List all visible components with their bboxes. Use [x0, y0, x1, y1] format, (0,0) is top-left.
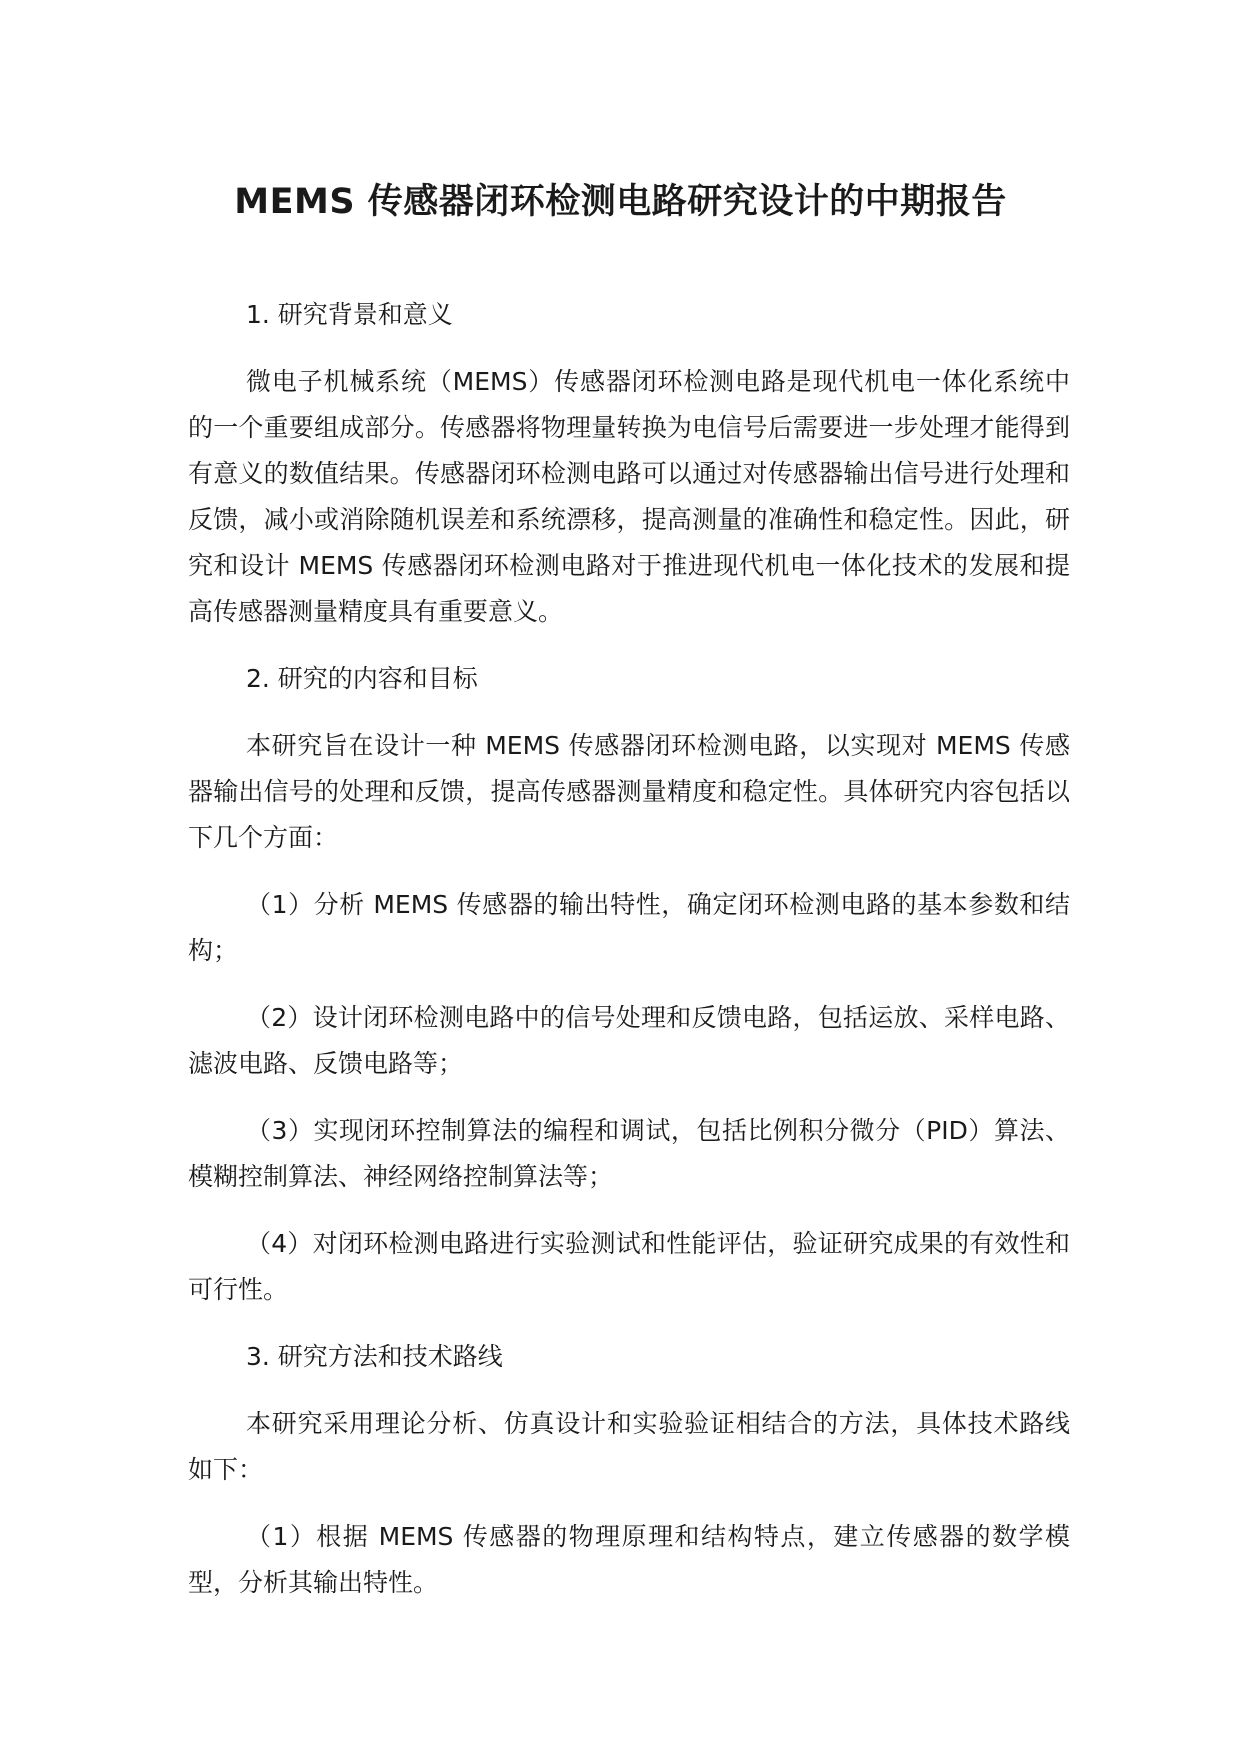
section-2-item-1: （1）分析 MEMS 传感器的输出特性，确定闭环检测电路的基本参数和结构； — [188, 890, 1070, 965]
document-title: MEMS 传感器闭环检测电路研究设计的中期报告 — [234, 182, 1007, 222]
section-2-item-3: （3）实现闭环控制算法的编程和调试，包括比例积分微分（PID）算法、模糊控制算法、神经网络控制算法等； — [188, 1116, 1070, 1191]
section-1-heading: 1. 研究背景和意义 — [246, 300, 453, 329]
section-3-heading: 3. 研究方法和技术路线 — [246, 1342, 503, 1371]
document-body — [188, 292, 1070, 1627]
section-2-item-4: （4）对闭环检测电路进行实验测试和性能评估，验证研究成果的有效性和可行性。 — [188, 1229, 1070, 1304]
section-2-paragraph: 本研究旨在设计一种 MEMS 传感器闭环检测电路，以实现对 MEMS 传感器输出信号的处理和反馈，提高传感器测量精度和稳定性。具体研究内容包括以下几个方面： — [188, 731, 1070, 852]
section-3-paragraph: 本研究采用理论分析、仿真设计和实验验证相结合的方法，具体技术路线如下： — [188, 1409, 1070, 1484]
section-1-paragraph: 微电子机械系统（MEMS）传感器闭环检测电路是现代机电一体化系统中的一个重要组成部分。传感器将物理量转换为电信号后需要进一步处理才能得到有意义的数值结果。传感器闭环检测电路可以通过对传感器输出信号进行处理和反馈，减小或消除随机误差和系统漂移，提高测量的准确性和稳定性。因此，研究和设计 MEMS 传感器闭环检测电路对于推进现代机电一体化技术的发展和提高传感器测量精度具有重要意义。 — [188, 367, 1070, 626]
section-2-heading: 2. 研究的内容和目标 — [246, 664, 478, 693]
section-3-item-1: （1）根据 MEMS 传感器的物理原理和结构特点，建立传感器的数学模型，分析其输出特性。 — [188, 1522, 1070, 1597]
section-2-item-2: （2）设计闭环检测电路中的信号处理和反馈电路，包括运放、采样电路、滤波电路、反馈电路等； — [188, 1003, 1070, 1078]
